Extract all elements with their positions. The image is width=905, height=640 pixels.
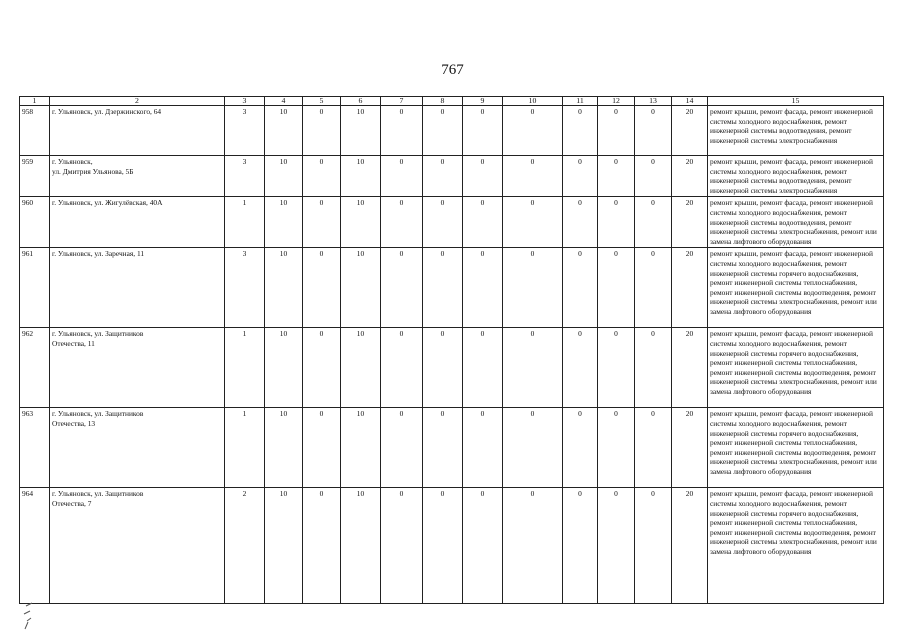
value-cell: 20 — [672, 197, 708, 248]
table-row — [20, 156, 884, 197]
value-cell: 10 — [265, 156, 303, 197]
value-cell: 0 — [303, 408, 341, 488]
works-cell: ремонт крыши, ремонт фасада, ремонт инженерной системы холодного водоснабжения, ремонт инженерной системы водоотведения, ремонт инженерной системы электроснабжения, ремонт или замена лифтового оборудования — [708, 197, 884, 248]
value-cell: 0 — [423, 328, 463, 408]
column-header: 8 — [423, 97, 463, 106]
value-cell: 0 — [463, 106, 503, 156]
value-cell: 20 — [672, 328, 708, 408]
value-cell: 10 — [341, 328, 381, 408]
column-header: 15 — [708, 97, 884, 106]
table-row — [20, 197, 884, 248]
value-cell: 0 — [423, 408, 463, 488]
address-cell: г. Ульяновск, ул. Жигулёвская, 40А — [50, 197, 225, 248]
value-cell: 0 — [563, 156, 598, 197]
works-cell: ремонт крыши, ремонт фасада, ремонт инженерной системы холодного водоснабжения, ремонт инженерной системы водоотведения, ремонт инженерной системы электроснабжения — [708, 106, 884, 156]
value-cell: 10 — [265, 328, 303, 408]
works-cell: ремонт крыши, ремонт фасада, ремонт инженерной системы холодного водоснабжения, ремонт инженерной системы горячего водоснабжения, ремонт инженерной системы теплоснабжения, ремонт инженерной системы водоотведения, ремонт инженерной системы электроснабжения, ремонт или замена лифтового оборудования — [708, 488, 884, 604]
value-cell: 0 — [503, 408, 563, 488]
value-cell: 10 — [265, 197, 303, 248]
row-number: 964 — [20, 488, 50, 604]
table-row — [20, 106, 884, 156]
address-cell: г. Ульяновск, ул. Защитников Отечества, 11 — [50, 328, 225, 408]
value-cell: 0 — [423, 106, 463, 156]
row-number: 963 — [20, 408, 50, 488]
value-cell: 20 — [672, 106, 708, 156]
row-number: 962 — [20, 328, 50, 408]
value-cell: 0 — [563, 106, 598, 156]
value-cell: 0 — [303, 328, 341, 408]
value-cell: 0 — [563, 328, 598, 408]
works-cell: ремонт крыши, ремонт фасада, ремонт инженерной системы холодного водоснабжения, ремонт инженерной системы горячего водоснабжения, ремонт инженерной системы теплоснабжения, ремонт инженерной системы водоотведения, ремонт инженерной системы электроснабжения, ремонт или замена лифтового оборудования — [708, 408, 884, 488]
column-header: 14 — [672, 97, 708, 106]
value-cell: 0 — [381, 248, 423, 328]
value-cell: 3 — [225, 156, 265, 197]
value-cell: 10 — [265, 248, 303, 328]
row-number: 961 — [20, 248, 50, 328]
row-number: 958 — [20, 106, 50, 156]
value-cell: 10 — [341, 248, 381, 328]
column-header: 3 — [225, 97, 265, 106]
value-cell: 0 — [598, 156, 635, 197]
column-header: 6 — [341, 97, 381, 106]
table-row — [20, 248, 884, 328]
value-cell: 0 — [598, 248, 635, 328]
column-header: 13 — [635, 97, 672, 106]
address-cell: г. Ульяновск, ул. Дзержинского, 64 — [50, 106, 225, 156]
value-cell: 0 — [635, 106, 672, 156]
column-header: 5 — [303, 97, 341, 106]
value-cell: 0 — [381, 156, 423, 197]
value-cell: 0 — [503, 248, 563, 328]
value-cell: 0 — [423, 197, 463, 248]
value-cell: 0 — [598, 328, 635, 408]
value-cell: 0 — [303, 248, 341, 328]
value-cell: 0 — [503, 156, 563, 197]
column-header: 12 — [598, 97, 635, 106]
address-cell: г. Ульяновск, ул. Защитников Отечества, 7 — [50, 488, 225, 604]
value-cell: 0 — [381, 197, 423, 248]
value-cell: 0 — [463, 408, 503, 488]
row-number: 959 — [20, 156, 50, 197]
works-cell: ремонт крыши, ремонт фасада, ремонт инженерной системы холодного водоснабжения, ремонт инженерной системы горячего водоснабжения, ремонт инженерной системы теплоснабжения, ремонт инженерной системы водоотведения, ремонт инженерной системы электроснабжения, ремонт или замена лифтового оборудования — [708, 248, 884, 328]
value-cell: 0 — [303, 488, 341, 604]
value-cell: 0 — [503, 197, 563, 248]
column-header: 9 — [463, 97, 503, 106]
value-cell: 10 — [265, 488, 303, 604]
column-header: 4 — [265, 97, 303, 106]
value-cell: 0 — [563, 408, 598, 488]
scan-artifact-marks — [22, 600, 46, 632]
value-cell: 0 — [635, 156, 672, 197]
value-cell: 0 — [563, 248, 598, 328]
value-cell: 0 — [598, 197, 635, 248]
value-cell: 0 — [598, 106, 635, 156]
value-cell: 0 — [503, 106, 563, 156]
value-cell: 10 — [265, 408, 303, 488]
address-cell: г. Ульяновск, ул. Защитников Отечества, 13 — [50, 408, 225, 488]
value-cell: 0 — [635, 408, 672, 488]
value-cell: 0 — [423, 488, 463, 604]
value-cell: 3 — [225, 248, 265, 328]
value-cell: 0 — [635, 488, 672, 604]
value-cell: 1 — [225, 197, 265, 248]
value-cell: 20 — [672, 156, 708, 197]
value-cell: 0 — [563, 197, 598, 248]
value-cell: 0 — [381, 408, 423, 488]
value-cell: 2 — [225, 488, 265, 604]
value-cell: 0 — [381, 106, 423, 156]
value-cell: 10 — [341, 408, 381, 488]
value-cell: 0 — [423, 248, 463, 328]
value-cell: 0 — [463, 197, 503, 248]
value-cell: 3 — [225, 106, 265, 156]
value-cell: 10 — [341, 156, 381, 197]
value-cell: 0 — [303, 156, 341, 197]
address-cell: г. Ульяновск, ул. Заречная, 11 — [50, 248, 225, 328]
value-cell: 0 — [463, 488, 503, 604]
column-header: 2 — [50, 97, 225, 106]
value-cell: 10 — [265, 106, 303, 156]
column-header: 10 — [503, 97, 563, 106]
table-row — [20, 408, 884, 488]
row-number: 960 — [20, 197, 50, 248]
table-row — [20, 328, 884, 408]
value-cell: 1 — [225, 408, 265, 488]
value-cell: 0 — [598, 408, 635, 488]
value-cell: 10 — [341, 488, 381, 604]
value-cell: 0 — [381, 328, 423, 408]
value-cell: 20 — [672, 488, 708, 604]
value-cell: 0 — [463, 156, 503, 197]
value-cell: 20 — [672, 248, 708, 328]
column-header: 7 — [381, 97, 423, 106]
works-cell: ремонт крыши, ремонт фасада, ремонт инженерной системы холодного водоснабжения, ремонт инженерной системы горячего водоснабжения, ремонт инженерной системы теплоснабжения, ремонт инженерной системы водоотведения, ремонт инженерной системы электроснабжения, ремонт или замена лифтового оборудования — [708, 328, 884, 408]
column-header: 11 — [563, 97, 598, 106]
value-cell: 0 — [598, 488, 635, 604]
value-cell: 0 — [635, 197, 672, 248]
repair-table — [19, 96, 884, 604]
value-cell: 0 — [503, 328, 563, 408]
page-number: 767 — [441, 62, 464, 78]
address-cell: г. Ульяновск, ул. Дмитрия Ульянова, 5Б — [50, 156, 225, 197]
value-cell: 20 — [672, 408, 708, 488]
value-cell: 0 — [381, 488, 423, 604]
value-cell: 1 — [225, 328, 265, 408]
value-cell: 0 — [303, 106, 341, 156]
column-number-row — [20, 97, 884, 106]
value-cell: 0 — [423, 156, 463, 197]
value-cell: 0 — [303, 197, 341, 248]
table-row — [20, 488, 884, 604]
value-cell: 0 — [463, 248, 503, 328]
value-cell: 0 — [503, 488, 563, 604]
value-cell: 10 — [341, 197, 381, 248]
works-cell: ремонт крыши, ремонт фасада, ремонт инженерной системы холодного водоснабжения, ремонт инженерной системы водоотведения, ремонт инженерной системы электроснабжения — [708, 156, 884, 197]
value-cell: 0 — [563, 488, 598, 604]
value-cell: 0 — [463, 328, 503, 408]
value-cell: 0 — [635, 248, 672, 328]
column-header: 1 — [20, 97, 50, 106]
value-cell: 0 — [635, 328, 672, 408]
value-cell: 10 — [341, 106, 381, 156]
